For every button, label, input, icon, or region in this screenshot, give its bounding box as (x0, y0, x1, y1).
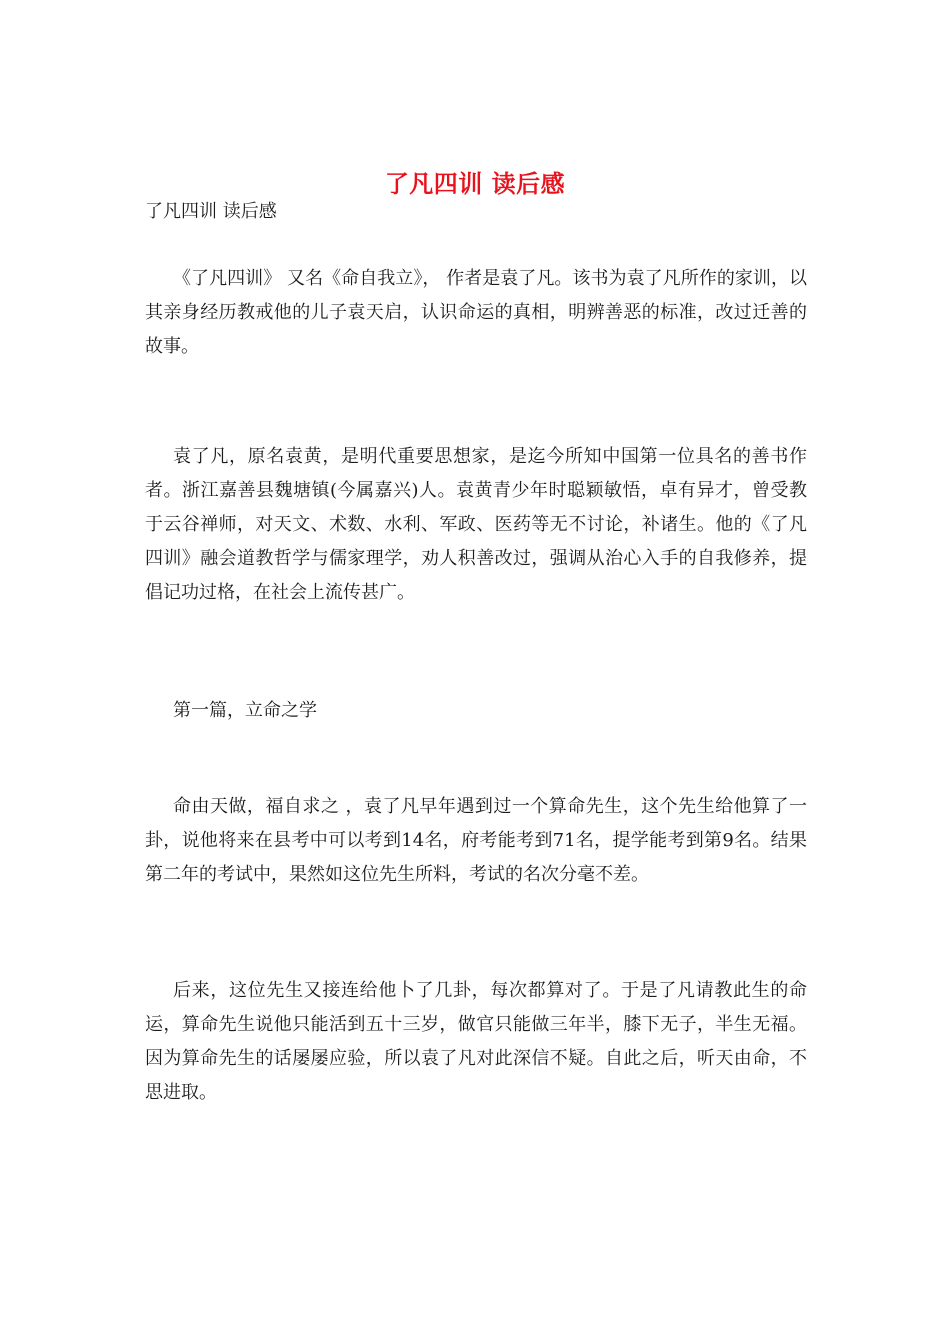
document-title: 了凡四训 读后感 (384, 169, 566, 199)
document-subtitle: 了凡四训 读后感 (145, 201, 277, 222)
paragraph-fortune-teller: 命由天做，福自求之 ，袁了凡早年遇到过一个算命先生，这个先生给他算了一卦，说他将来在县考中可以考到14名，府考能考到71名，提学能考到第9名。结果第二年的考试中，果然如这位先生所料，考试的名次分毫不差。 (145, 796, 807, 885)
section-heading: 第一篇，立命之学 (173, 700, 317, 721)
paragraph-destiny: 后来，这位先生又接连给他卜了几卦，每次都算对了。于是了凡请教此生的命运，算命先生说他只能活到五十三岁，做官只能做三年半，膝下无子，半生无福。因为算命先生的话屡屡应验，所以袁了凡对此深信不疑。自此之后，听天由命，不思进取。 (145, 980, 807, 1103)
paragraph-intro: 《了凡四训》 又名《命自我立》， 作者是袁了凡。该书为袁了凡所作的家训，以其亲身经历教戒他的儿子袁天启，认识命运的真相，明辨善恶的标准，改过迁善的故事。 (145, 268, 807, 357)
paragraph-author-bio: 袁了凡，原名袁黄，是明代重要思想家，是迄今所知中国第一位具名的善书作者。浙江嘉善县魏塘镇(今属嘉兴)人。袁黄青少年时聪颖敏悟，卓有异才，曾受教于云谷禅师，对天文、术数、水利、军政、医药等无不讨论，补诸生。他的《了凡四训》融会道教哲学与儒家理学，劝人积善改过，强调从治心入手的自我修养，提倡记功过格，在社会上流传甚广。 (145, 446, 807, 603)
